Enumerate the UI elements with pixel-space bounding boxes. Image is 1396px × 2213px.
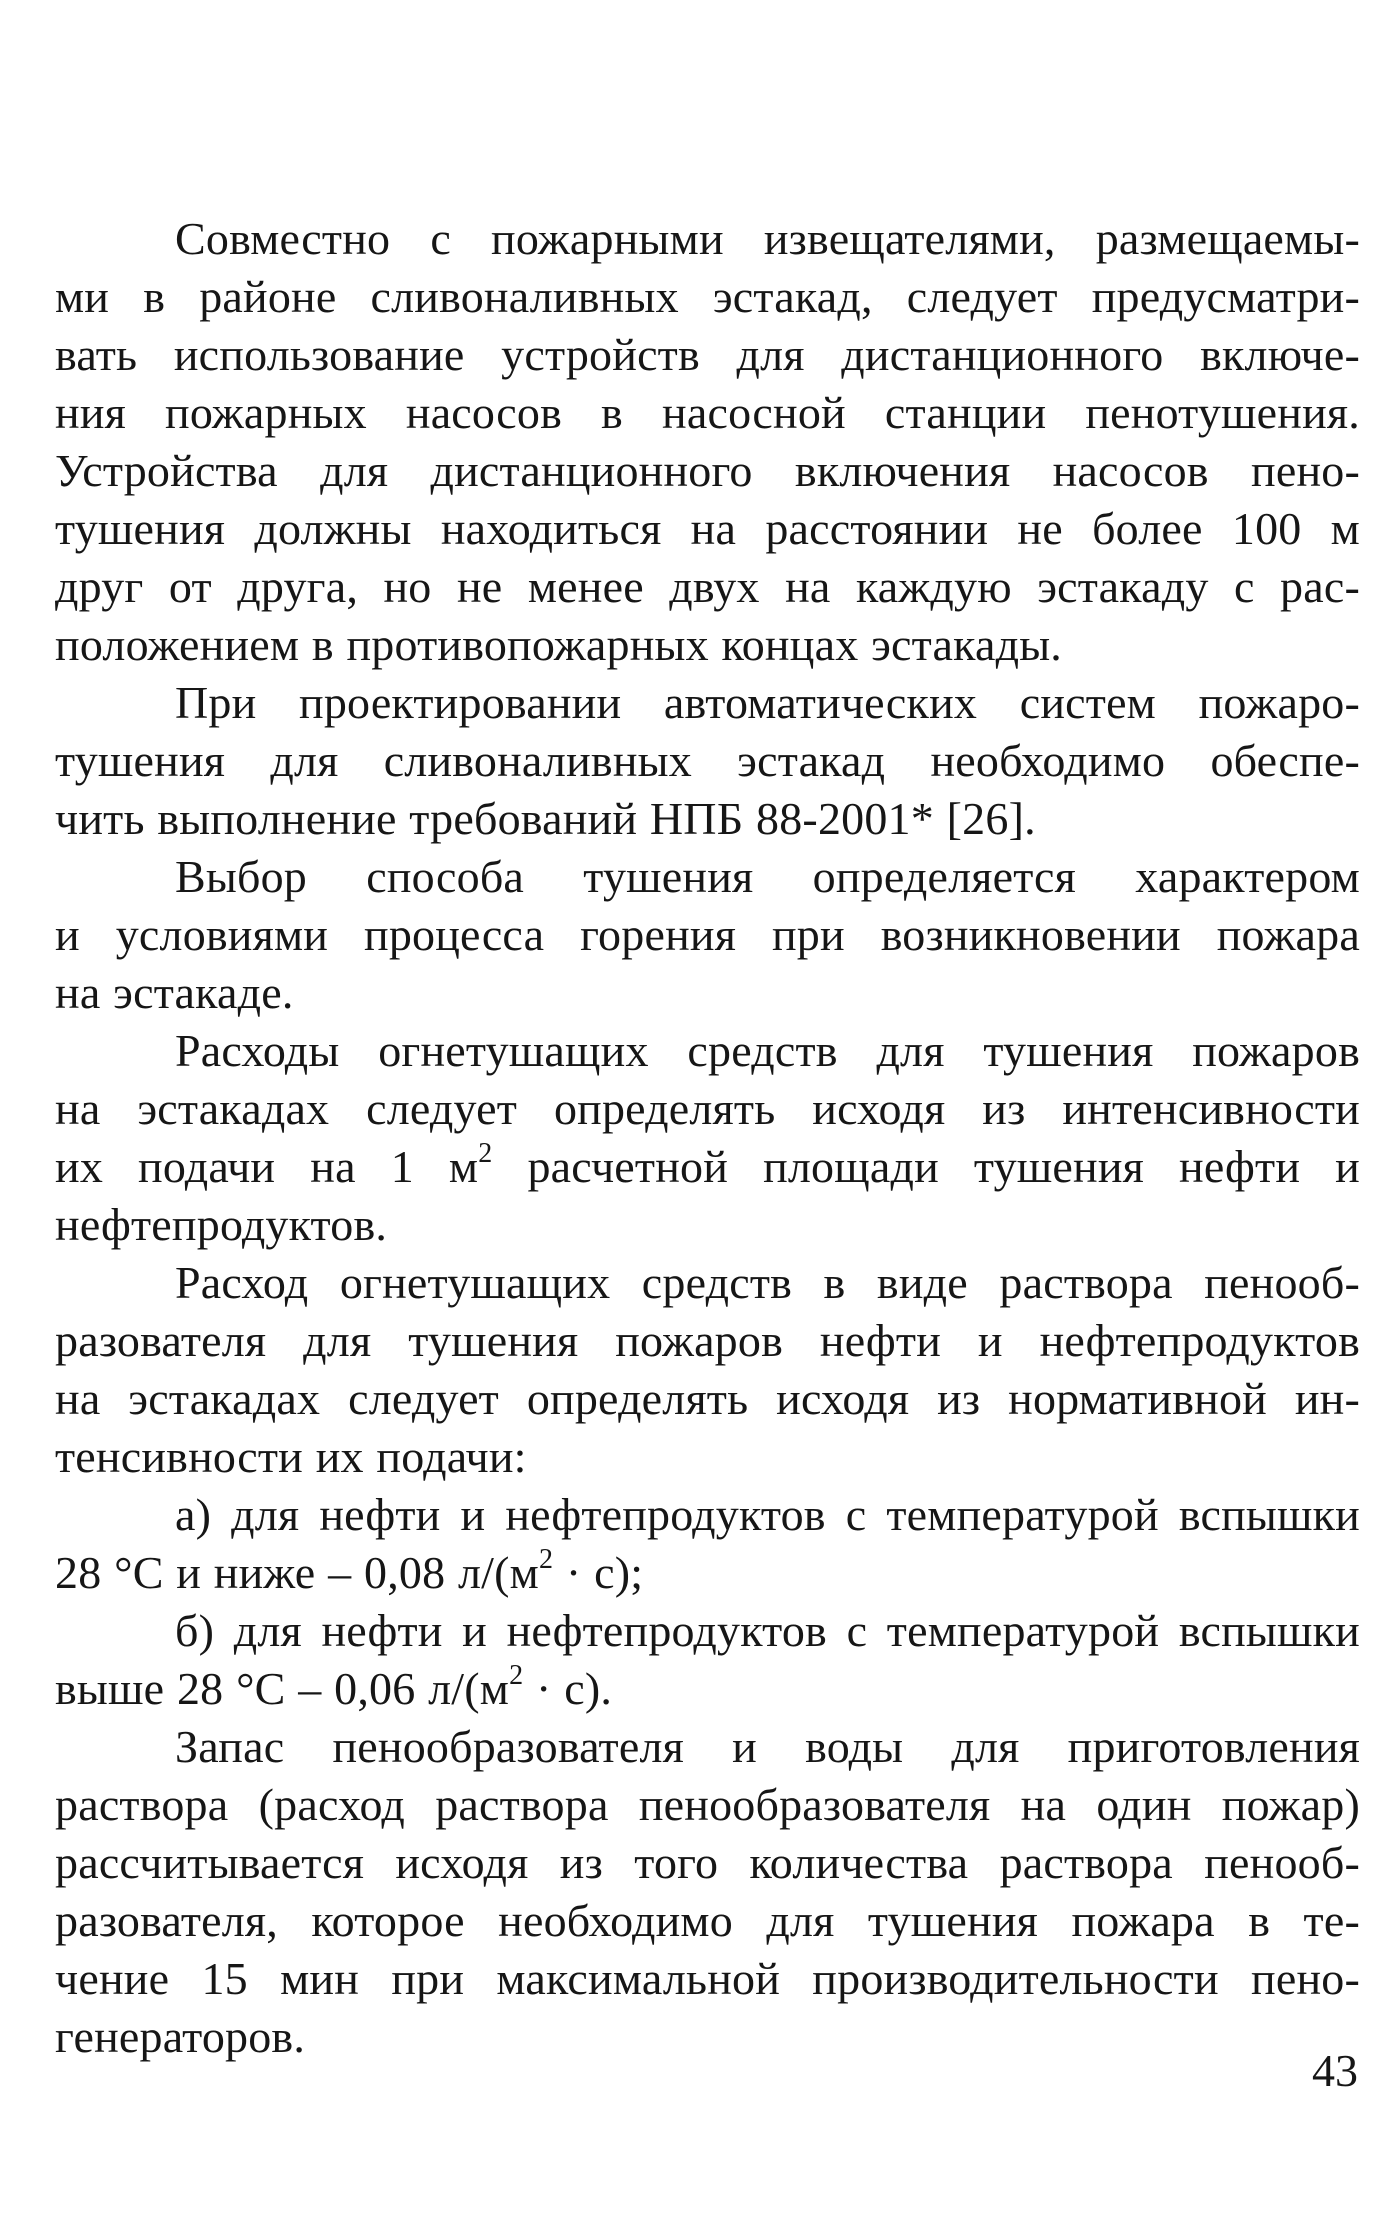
- text-line: чить выполнение требований НПБ 88-2001* [26].: [55, 793, 1036, 844]
- paragraph-2: [55, 674, 1360, 848]
- text-segment: выше 28 °С – 0,06 л/(м: [55, 1663, 510, 1714]
- text-segment: расчетной площади тушения нефти и: [492, 1141, 1360, 1192]
- paragraph-4: [55, 1022, 1360, 1254]
- text-line: [55, 1138, 1360, 1196]
- paragraph-5: [55, 1254, 1360, 1486]
- superscript: 2: [478, 1137, 493, 1169]
- paragraph-1: [55, 210, 1360, 674]
- text-line: б) для нефти и нефтепродуктов с температурой вспышки: [175, 1605, 1360, 1656]
- text-line: разователя, которое необходимо для тушения пожара в те-: [55, 1895, 1360, 1946]
- text-line: на эстакадах следует определять исходя из интенсивности: [55, 1083, 1360, 1134]
- text-line: Расход огнетушащих средств в виде раствора пенооб-: [175, 1257, 1360, 1308]
- text-line: друг от друга, но не менее двух на каждую эстакаду с рас-: [55, 561, 1360, 612]
- text-line: вать использование устройств для дистанционного включе-: [55, 329, 1360, 380]
- text-line: Запас пенообразователя и воды для приготовления: [175, 1721, 1360, 1772]
- text-line: разователя для тушения пожаров нефти и нефтепродуктов: [55, 1315, 1360, 1366]
- paragraph-list-b: [55, 1602, 1360, 1718]
- text-line: ми в районе сливоналивных эстакад, следует предусматри-: [55, 271, 1360, 322]
- text-segment: · с).: [523, 1663, 613, 1714]
- text-line: раствора (расход раствора пенообразователя на один пожар): [55, 1779, 1360, 1830]
- superscript: 2: [539, 1543, 554, 1575]
- text-line: Выбор способа тушения определяется характером: [175, 851, 1360, 902]
- text-line: тушения должны находиться на расстоянии не более 100 м: [55, 503, 1360, 554]
- text-line: Устройства для дистанционного включения насосов пено-: [55, 445, 1360, 496]
- text-segment: · с);: [553, 1547, 644, 1598]
- text-line: а) для нефти и нефтепродуктов с температурой вспышки: [175, 1489, 1360, 1540]
- paragraph-3: [55, 848, 1360, 1022]
- text-line: и условиями процесса горения при возникновении пожара: [55, 909, 1360, 960]
- page-number: 43: [1312, 2045, 1358, 2096]
- paragraph-list-a: [55, 1486, 1360, 1602]
- text-line: чение 15 мин при максимальной производительности пено-: [55, 1953, 1360, 2004]
- text-line: [55, 1544, 1360, 1602]
- text-segment: их подачи на 1 м: [55, 1141, 479, 1192]
- text-line: Совместно с пожарными извещателями, размещаемы-: [175, 213, 1360, 264]
- text-line: При проектировании автоматических систем пожаро-: [175, 677, 1360, 728]
- text-line: нефтепродуктов.: [55, 1199, 388, 1250]
- text-line: тенсивности их подачи:: [55, 1431, 527, 1482]
- text-line: ния пожарных насосов в насосной станции пенотушения.: [55, 387, 1360, 438]
- text-line: на эстакаде.: [55, 967, 294, 1018]
- paragraph-8: [55, 1718, 1360, 2066]
- text-line: тушения для сливоналивных эстакад необходимо обеспе-: [55, 735, 1360, 786]
- text-line: [55, 1660, 1360, 1718]
- text-line: Расходы огнетушащих средств для тушения пожаров: [175, 1025, 1360, 1076]
- text-segment: 28 °С и ниже – 0,08 л/(м: [55, 1547, 539, 1598]
- text-line: генераторов.: [55, 2011, 306, 2062]
- text-line: на эстакадах следует определять исходя из нормативной ин-: [55, 1373, 1360, 1424]
- text-line: рассчитывается исходя из того количества раствора пенооб-: [55, 1837, 1360, 1888]
- document-page: [55, 210, 1360, 2066]
- text-line: положением в противопожарных концах эстакады.: [55, 619, 1063, 670]
- superscript: 2: [509, 1659, 524, 1691]
